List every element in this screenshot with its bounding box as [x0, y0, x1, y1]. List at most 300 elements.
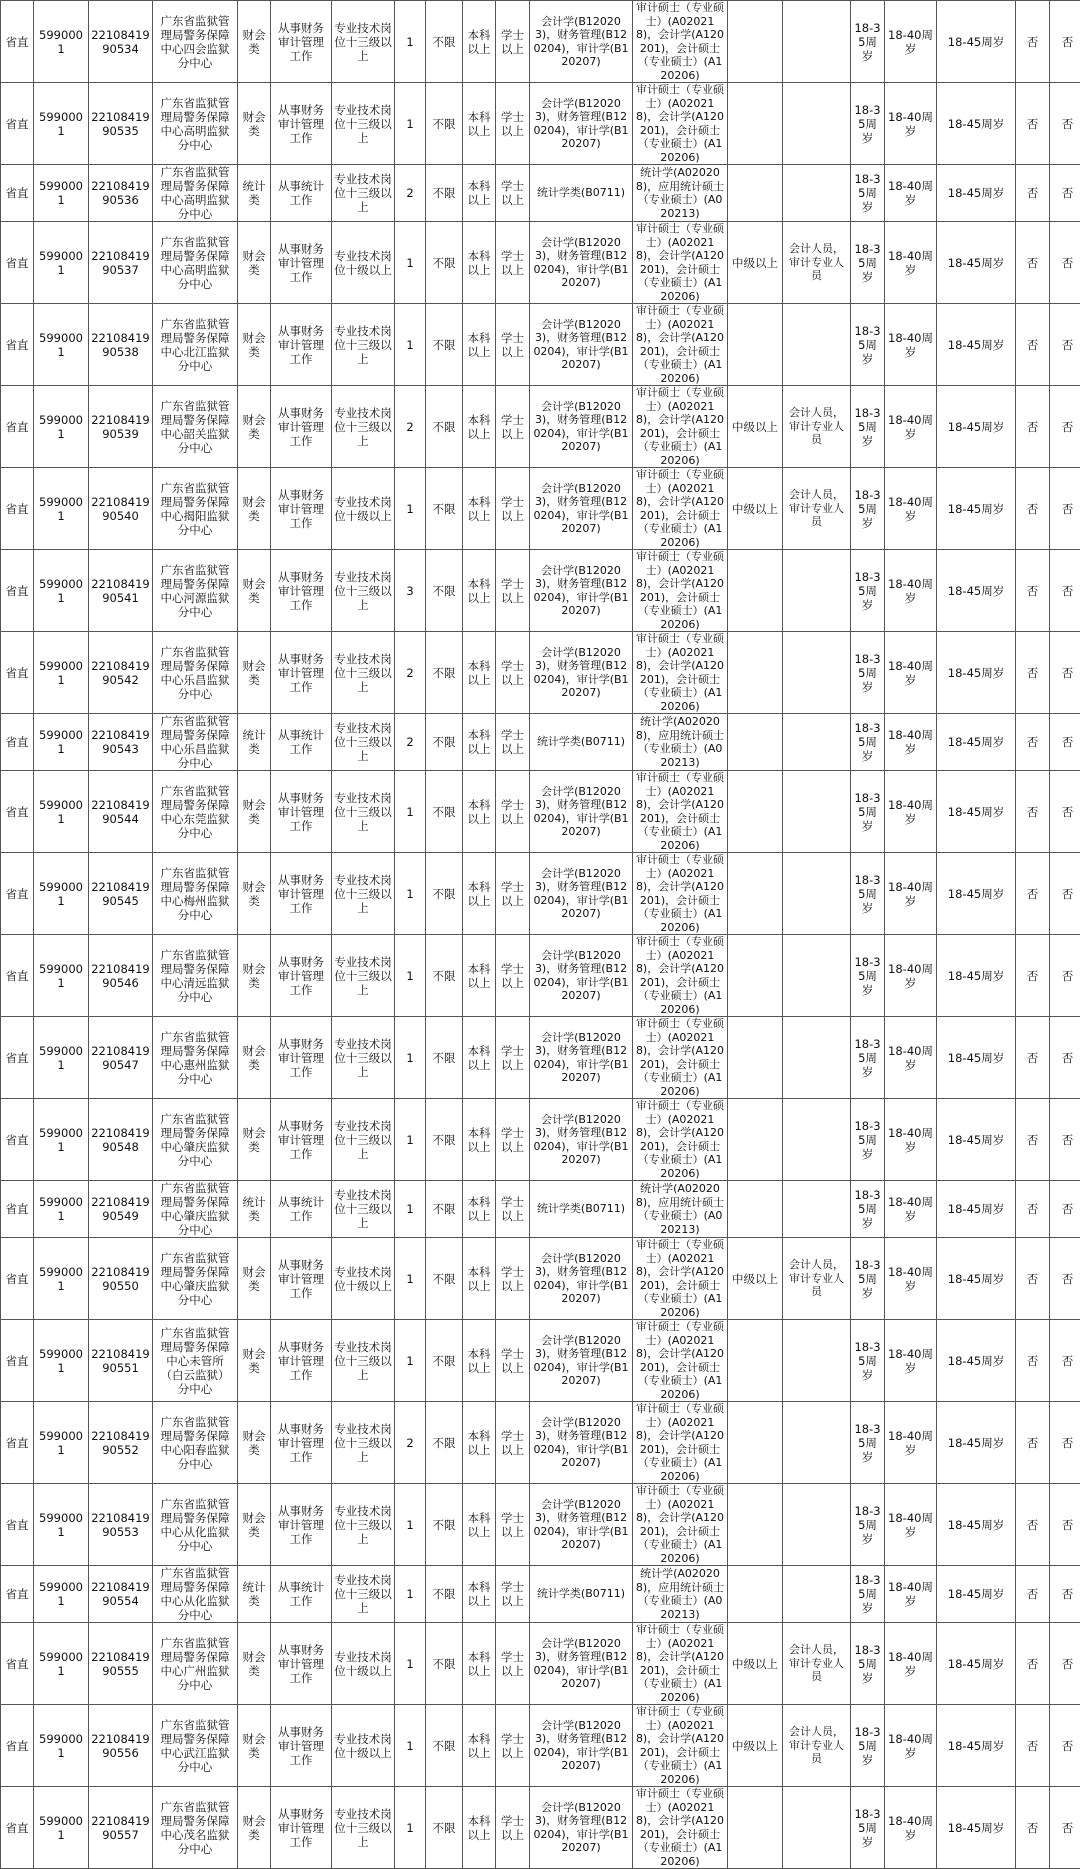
major-limit-cell: 不限: [426, 853, 463, 935]
flag-cell-2: 否: [1050, 1, 1080, 83]
undergrad-major-cell: 会计学(B120203)，财务管理(B120204)，审计学(B120207): [530, 83, 633, 165]
title-level-cell: [728, 1787, 783, 1869]
table-row: [1, 632, 1080, 714]
unit-name-cell: 广东省监狱管理局警务保障中心河源监狱分中心: [153, 550, 238, 632]
position-level-cell: 专业技术岗位十级以上: [332, 1238, 395, 1320]
education-cell: 本科以上: [463, 1623, 496, 1705]
flag-cell-2: 否: [1050, 714, 1080, 771]
flag-cell-1: 否: [1016, 1623, 1050, 1705]
position-code-cell: 2210841990551: [89, 1320, 153, 1402]
degree-cell: 学士以上: [496, 1320, 530, 1402]
job-desc-cell: 从事财务审计管理工作: [271, 468, 332, 550]
flag-cell-1: 否: [1016, 1320, 1050, 1402]
age-cell-3: 18-45周岁: [937, 222, 1016, 304]
title-level-cell: [728, 1320, 783, 1402]
age-cell-2: 18-40周岁: [885, 714, 937, 771]
flag-cell-1: 否: [1016, 1099, 1050, 1181]
title-level-cell: [728, 1484, 783, 1566]
grad-major-cell: 审计硕士（专业硕士）(A020218)，会计学(A120201)，会计硕士（专业硕士）(A120206): [633, 386, 728, 468]
category-cell: 统计类: [238, 714, 271, 771]
title-level-cell: 中级以上: [728, 1623, 783, 1705]
table-row: [1, 935, 1080, 1017]
unit-name-cell: 广东省监狱管理局警务保障中心从化监狱分中心: [153, 1566, 238, 1623]
major-limit-cell: 不限: [426, 1787, 463, 1869]
undergrad-major-cell: 会计学(B120203)，财务管理(B120204)，审计学(B120207): [530, 632, 633, 714]
dept-code-cell: 5990001: [34, 714, 89, 771]
major-limit-cell: 不限: [426, 165, 463, 222]
age-cell-2: 18-40周岁: [885, 771, 937, 853]
age-cell-1: 18-35周岁: [851, 1238, 885, 1320]
qualification-cell: [783, 165, 851, 222]
flag-cell-1: 否: [1016, 1787, 1050, 1869]
degree-cell: 学士以上: [496, 386, 530, 468]
qualification-cell: [783, 714, 851, 771]
qualification-cell: 会计人员，审计专业人员: [783, 1238, 851, 1320]
table-row: [1, 304, 1080, 386]
undergrad-major-cell: 会计学(B120203)，财务管理(B120204)，审计学(B120207): [530, 1320, 633, 1402]
major-limit-cell: 不限: [426, 222, 463, 304]
flag-cell-1: 否: [1016, 222, 1050, 304]
flag-cell-2: 否: [1050, 632, 1080, 714]
degree-cell: 学士以上: [496, 1705, 530, 1787]
grad-major-cell: 统计学(A020208)，应用统计硕士（专业硕士）(A020213): [633, 165, 728, 222]
job-desc-cell: 从事统计工作: [271, 1566, 332, 1623]
position-level-cell: 专业技术岗位十三级以上: [332, 386, 395, 468]
degree-cell: 学士以上: [496, 1, 530, 83]
table-row: [1, 1566, 1080, 1623]
age-cell-1: 18-35周岁: [851, 1320, 885, 1402]
degree-cell: 学士以上: [496, 222, 530, 304]
flag-cell-2: 否: [1050, 165, 1080, 222]
dept-code-cell: 5990001: [34, 1623, 89, 1705]
unit-name-cell: 广东省监狱管理局警务保障中心未管所（白云监狱）分中心: [153, 1320, 238, 1402]
table-row: [1, 222, 1080, 304]
major-limit-cell: 不限: [426, 935, 463, 1017]
dept-code-cell: 5990001: [34, 1787, 89, 1869]
age-cell-1: 18-35周岁: [851, 165, 885, 222]
region-cell: 省直: [1, 935, 34, 1017]
degree-cell: 学士以上: [496, 1181, 530, 1238]
unit-name-cell: 广东省监狱管理局警务保障中心韶关监狱分中心: [153, 386, 238, 468]
dept-code-cell: 5990001: [34, 83, 89, 165]
age-cell-1: 18-35周岁: [851, 1099, 885, 1181]
category-cell: 财会类: [238, 222, 271, 304]
region-cell: 省直: [1, 853, 34, 935]
grad-major-cell: 审计硕士（专业硕士）(A020218)，会计学(A120201)，会计硕士（专业硕士）(A120206): [633, 935, 728, 1017]
position-level-cell: 专业技术岗位十三级以上: [332, 165, 395, 222]
unit-name-cell: 广东省监狱管理局警务保障中心高明监狱分中心: [153, 165, 238, 222]
position-code-cell: 2210841990553: [89, 1484, 153, 1566]
qualification-cell: [783, 304, 851, 386]
position-code-cell: 2210841990547: [89, 1017, 153, 1099]
category-cell: 财会类: [238, 1099, 271, 1181]
region-cell: 省直: [1, 304, 34, 386]
table-row: [1, 165, 1080, 222]
major-limit-cell: 不限: [426, 1320, 463, 1402]
major-limit-cell: 不限: [426, 1402, 463, 1484]
category-cell: 统计类: [238, 1566, 271, 1623]
age-cell-1: 18-35周岁: [851, 386, 885, 468]
region-cell: 省直: [1, 632, 34, 714]
job-desc-cell: 从事财务审计管理工作: [271, 1238, 332, 1320]
qualification-cell: [783, 1787, 851, 1869]
category-cell: 财会类: [238, 1320, 271, 1402]
headcount-cell: 1: [395, 853, 426, 935]
position-code-cell: 2210841990539: [89, 386, 153, 468]
age-cell-1: 18-35周岁: [851, 1, 885, 83]
headcount-cell: 1: [395, 1017, 426, 1099]
age-cell-2: 18-40周岁: [885, 1320, 937, 1402]
table-row: [1, 1320, 1080, 1402]
headcount-cell: 2: [395, 165, 426, 222]
age-cell-2: 18-40周岁: [885, 83, 937, 165]
position-level-cell: 专业技术岗位十三级以上: [332, 1099, 395, 1181]
undergrad-major-cell: 会计学(B120203)，财务管理(B120204)，审计学(B120207): [530, 222, 633, 304]
education-cell: 本科以上: [463, 1238, 496, 1320]
headcount-cell: 1: [395, 1238, 426, 1320]
headcount-cell: 1: [395, 222, 426, 304]
flag-cell-1: 否: [1016, 853, 1050, 935]
position-code-cell: 2210841990555: [89, 1623, 153, 1705]
education-cell: 本科以上: [463, 222, 496, 304]
age-cell-1: 18-35周岁: [851, 771, 885, 853]
education-cell: 本科以上: [463, 632, 496, 714]
age-cell-3: 18-45周岁: [937, 1566, 1016, 1623]
table-row: [1, 1099, 1080, 1181]
degree-cell: 学士以上: [496, 550, 530, 632]
age-cell-2: 18-40周岁: [885, 1181, 937, 1238]
grad-major-cell: 审计硕士（专业硕士）(A020218)，会计学(A120201)，会计硕士（专业硕士）(A120206): [633, 1017, 728, 1099]
flag-cell-2: 否: [1050, 468, 1080, 550]
position-code-cell: 2210841990549: [89, 1181, 153, 1238]
table-row: [1, 1181, 1080, 1238]
region-cell: 省直: [1, 714, 34, 771]
age-cell-2: 18-40周岁: [885, 1566, 937, 1623]
headcount-cell: 2: [395, 1402, 426, 1484]
age-cell-1: 18-35周岁: [851, 1705, 885, 1787]
grad-major-cell: 审计硕士（专业硕士）(A020218)，会计学(A120201)，会计硕士（专业硕士）(A120206): [633, 468, 728, 550]
flag-cell-1: 否: [1016, 1181, 1050, 1238]
dept-code-cell: 5990001: [34, 632, 89, 714]
age-cell-1: 18-35周岁: [851, 1787, 885, 1869]
region-cell: 省直: [1, 1484, 34, 1566]
position-level-cell: 专业技术岗位十三级以上: [332, 1181, 395, 1238]
job-desc-cell: 从事财务审计管理工作: [271, 935, 332, 1017]
age-cell-1: 18-35周岁: [851, 83, 885, 165]
age-cell-3: 18-45周岁: [937, 83, 1016, 165]
unit-name-cell: 广东省监狱管理局警务保障中心肇庆监狱分中心: [153, 1238, 238, 1320]
headcount-cell: 1: [395, 468, 426, 550]
flag-cell-2: 否: [1050, 386, 1080, 468]
major-limit-cell: 不限: [426, 468, 463, 550]
education-cell: 本科以上: [463, 1181, 496, 1238]
region-cell: 省直: [1, 1099, 34, 1181]
degree-cell: 学士以上: [496, 1238, 530, 1320]
unit-name-cell: 广东省监狱管理局警务保障中心高明监狱分中心: [153, 222, 238, 304]
title-level-cell: [728, 1099, 783, 1181]
position-level-cell: 专业技术岗位十三级以上: [332, 550, 395, 632]
age-cell-2: 18-40周岁: [885, 1017, 937, 1099]
age-cell-3: 18-45周岁: [937, 386, 1016, 468]
degree-cell: 学士以上: [496, 1566, 530, 1623]
dept-code-cell: 5990001: [34, 1099, 89, 1181]
unit-name-cell: 广东省监狱管理局警务保障中心四会监狱分中心: [153, 1, 238, 83]
qualification-cell: 会计人员，审计专业人员: [783, 468, 851, 550]
dept-code-cell: 5990001: [34, 550, 89, 632]
grad-major-cell: 审计硕士（专业硕士）(A020218)，会计学(A120201)，会计硕士（专业硕士）(A120206): [633, 222, 728, 304]
title-level-cell: [728, 1181, 783, 1238]
unit-name-cell: 广东省监狱管理局警务保障中心肇庆监狱分中心: [153, 1181, 238, 1238]
table-row: [1, 468, 1080, 550]
region-cell: 省直: [1, 550, 34, 632]
education-cell: 本科以上: [463, 853, 496, 935]
age-cell-3: 18-45周岁: [937, 853, 1016, 935]
flag-cell-2: 否: [1050, 1705, 1080, 1787]
undergrad-major-cell: 会计学(B120203)，财务管理(B120204)，审计学(B120207): [530, 771, 633, 853]
age-cell-3: 18-45周岁: [937, 304, 1016, 386]
qualification-cell: [783, 550, 851, 632]
flag-cell-2: 否: [1050, 853, 1080, 935]
education-cell: 本科以上: [463, 1787, 496, 1869]
education-cell: 本科以上: [463, 1705, 496, 1787]
undergrad-major-cell: 统计学类(B0711): [530, 165, 633, 222]
degree-cell: 学士以上: [496, 1787, 530, 1869]
category-cell: 财会类: [238, 853, 271, 935]
age-cell-2: 18-40周岁: [885, 1623, 937, 1705]
age-cell-2: 18-40周岁: [885, 304, 937, 386]
age-cell-3: 18-45周岁: [937, 714, 1016, 771]
degree-cell: 学士以上: [496, 1623, 530, 1705]
table-row: [1, 550, 1080, 632]
dept-code-cell: 5990001: [34, 222, 89, 304]
flag-cell-1: 否: [1016, 468, 1050, 550]
grad-major-cell: 审计硕士（专业硕士）(A020218)，会计学(A120201)，会计硕士（专业硕士）(A120206): [633, 1402, 728, 1484]
table-row: [1, 714, 1080, 771]
table-row: [1, 386, 1080, 468]
region-cell: 省直: [1, 1320, 34, 1402]
age-cell-2: 18-40周岁: [885, 1238, 937, 1320]
unit-name-cell: 广东省监狱管理局警务保障中心武江监狱分中心: [153, 1705, 238, 1787]
flag-cell-1: 否: [1016, 1484, 1050, 1566]
qualification-cell: [783, 1099, 851, 1181]
major-limit-cell: 不限: [426, 771, 463, 853]
age-cell-2: 18-40周岁: [885, 468, 937, 550]
degree-cell: 学士以上: [496, 1402, 530, 1484]
position-code-cell: 2210841990538: [89, 304, 153, 386]
table-body: [1, 1, 1080, 1869]
education-cell: 本科以上: [463, 935, 496, 1017]
grad-major-cell: 审计硕士（专业硕士）(A020218)，会计学(A120201)，会计硕士（专业硕士）(A120206): [633, 1099, 728, 1181]
qualification-cell: [783, 1484, 851, 1566]
region-cell: 省直: [1, 771, 34, 853]
education-cell: 本科以上: [463, 771, 496, 853]
category-cell: 财会类: [238, 468, 271, 550]
undergrad-major-cell: 统计学类(B0711): [530, 1566, 633, 1623]
age-cell-3: 18-45周岁: [937, 1484, 1016, 1566]
age-cell-1: 18-35周岁: [851, 935, 885, 1017]
age-cell-3: 18-45周岁: [937, 1320, 1016, 1402]
age-cell-2: 18-40周岁: [885, 1402, 937, 1484]
flag-cell-1: 否: [1016, 550, 1050, 632]
qualification-cell: 会计人员，审计专业人员: [783, 1623, 851, 1705]
age-cell-2: 18-40周岁: [885, 550, 937, 632]
region-cell: 省直: [1, 165, 34, 222]
headcount-cell: 2: [395, 714, 426, 771]
unit-name-cell: 广东省监狱管理局警务保障中心惠州监狱分中心: [153, 1017, 238, 1099]
dept-code-cell: 5990001: [34, 1705, 89, 1787]
degree-cell: 学士以上: [496, 714, 530, 771]
job-desc-cell: 从事统计工作: [271, 1181, 332, 1238]
major-limit-cell: 不限: [426, 1623, 463, 1705]
undergrad-major-cell: 会计学(B120203)，财务管理(B120204)，审计学(B120207): [530, 1705, 633, 1787]
qualification-cell: [783, 853, 851, 935]
age-cell-3: 18-45周岁: [937, 1238, 1016, 1320]
education-cell: 本科以上: [463, 1, 496, 83]
major-limit-cell: 不限: [426, 1484, 463, 1566]
undergrad-major-cell: 统计学类(B0711): [530, 714, 633, 771]
category-cell: 财会类: [238, 1623, 271, 1705]
category-cell: 财会类: [238, 632, 271, 714]
category-cell: 财会类: [238, 771, 271, 853]
dept-code-cell: 5990001: [34, 853, 89, 935]
dept-code-cell: 5990001: [34, 386, 89, 468]
age-cell-3: 18-45周岁: [937, 632, 1016, 714]
degree-cell: 学士以上: [496, 165, 530, 222]
grad-major-cell: 审计硕士（专业硕士）(A020218)，会计学(A120201)，会计硕士（专业硕士）(A120206): [633, 550, 728, 632]
grad-major-cell: 审计硕士（专业硕士）(A020218)，会计学(A120201)，会计硕士（专业硕士）(A120206): [633, 304, 728, 386]
position-level-cell: 专业技术岗位十三级以上: [332, 935, 395, 1017]
job-desc-cell: 从事财务审计管理工作: [271, 1484, 332, 1566]
degree-cell: 学士以上: [496, 935, 530, 1017]
position-level-cell: 专业技术岗位十三级以上: [332, 1566, 395, 1623]
education-cell: 本科以上: [463, 1320, 496, 1402]
grad-major-cell: 审计硕士（专业硕士）(A020218)，会计学(A120201)，会计硕士（专业硕士）(A120206): [633, 1484, 728, 1566]
headcount-cell: 1: [395, 1787, 426, 1869]
qualification-cell: [783, 1402, 851, 1484]
table-row: [1, 83, 1080, 165]
table-row: [1, 1705, 1080, 1787]
headcount-cell: 1: [395, 1484, 426, 1566]
unit-name-cell: 广东省监狱管理局警务保障中心茂名监狱分中心: [153, 1787, 238, 1869]
job-desc-cell: 从事财务审计管理工作: [271, 632, 332, 714]
dept-code-cell: 5990001: [34, 468, 89, 550]
undergrad-major-cell: 会计学(B120203)，财务管理(B120204)，审计学(B120207): [530, 1017, 633, 1099]
flag-cell-1: 否: [1016, 386, 1050, 468]
region-cell: 省直: [1, 386, 34, 468]
category-cell: 财会类: [238, 1238, 271, 1320]
position-code-cell: 2210841990548: [89, 1099, 153, 1181]
undergrad-major-cell: 会计学(B120203)，财务管理(B120204)，审计学(B120207): [530, 468, 633, 550]
age-cell-1: 18-35周岁: [851, 222, 885, 304]
qualification-cell: [783, 935, 851, 1017]
category-cell: 财会类: [238, 304, 271, 386]
title-level-cell: 中级以上: [728, 1705, 783, 1787]
dept-code-cell: 5990001: [34, 1181, 89, 1238]
flag-cell-2: 否: [1050, 83, 1080, 165]
undergrad-major-cell: 会计学(B120203)，财务管理(B120204)，审计学(B120207): [530, 1402, 633, 1484]
flag-cell-2: 否: [1050, 1484, 1080, 1566]
undergrad-major-cell: 会计学(B120203)，财务管理(B120204)，审计学(B120207): [530, 935, 633, 1017]
category-cell: 财会类: [238, 1, 271, 83]
region-cell: 省直: [1, 1623, 34, 1705]
dept-code-cell: 5990001: [34, 1402, 89, 1484]
position-level-cell: 专业技术岗位十级以上: [332, 1705, 395, 1787]
education-cell: 本科以上: [463, 386, 496, 468]
job-desc-cell: 从事财务审计管理工作: [271, 1017, 332, 1099]
age-cell-3: 18-45周岁: [937, 1623, 1016, 1705]
headcount-cell: 1: [395, 935, 426, 1017]
category-cell: 财会类: [238, 550, 271, 632]
education-cell: 本科以上: [463, 165, 496, 222]
grad-major-cell: 审计硕士（专业硕士）(A020218)，会计学(A120201)，会计硕士（专业硕士）(A120206): [633, 771, 728, 853]
category-cell: 财会类: [238, 83, 271, 165]
position-level-cell: 专业技术岗位十三级以上: [332, 632, 395, 714]
table-row: [1, 1238, 1080, 1320]
dept-code-cell: 5990001: [34, 304, 89, 386]
undergrad-major-cell: 会计学(B120203)，财务管理(B120204)，审计学(B120207): [530, 1099, 633, 1181]
flag-cell-1: 否: [1016, 935, 1050, 1017]
unit-name-cell: 广东省监狱管理局警务保障中心广州监狱分中心: [153, 1623, 238, 1705]
position-code-cell: 2210841990546: [89, 935, 153, 1017]
dept-code-cell: 5990001: [34, 935, 89, 1017]
grad-major-cell: 审计硕士（专业硕士）(A020218)，会计学(A120201)，会计硕士（专业硕士）(A120206): [633, 83, 728, 165]
grad-major-cell: 审计硕士（专业硕士）(A020218)，会计学(A120201)，会计硕士（专业硕士）(A120206): [633, 1238, 728, 1320]
age-cell-1: 18-35周岁: [851, 1181, 885, 1238]
region-cell: 省直: [1, 1566, 34, 1623]
position-code-cell: 2210841990554: [89, 1566, 153, 1623]
undergrad-major-cell: 会计学(B120203)，财务管理(B120204)，审计学(B120207): [530, 1484, 633, 1566]
age-cell-2: 18-40周岁: [885, 853, 937, 935]
title-level-cell: 中级以上: [728, 1238, 783, 1320]
headcount-cell: 1: [395, 1705, 426, 1787]
major-limit-cell: 不限: [426, 83, 463, 165]
flag-cell-1: 否: [1016, 632, 1050, 714]
age-cell-3: 18-45周岁: [937, 1402, 1016, 1484]
flag-cell-1: 否: [1016, 1238, 1050, 1320]
job-desc-cell: 从事财务审计管理工作: [271, 1320, 332, 1402]
flag-cell-1: 否: [1016, 714, 1050, 771]
age-cell-2: 18-40周岁: [885, 1705, 937, 1787]
dept-code-cell: 5990001: [34, 771, 89, 853]
headcount-cell: 1: [395, 1181, 426, 1238]
title-level-cell: [728, 632, 783, 714]
grad-major-cell: 审计硕士（专业硕士）(A020218)，会计学(A120201)，会计硕士（专业硕士）(A120206): [633, 1623, 728, 1705]
job-desc-cell: 从事财务审计管理工作: [271, 304, 332, 386]
job-desc-cell: 从事统计工作: [271, 165, 332, 222]
flag-cell-1: 否: [1016, 1017, 1050, 1099]
title-level-cell: [728, 304, 783, 386]
region-cell: 省直: [1, 1787, 34, 1869]
position-code-cell: 2210841990545: [89, 853, 153, 935]
job-desc-cell: 从事财务审计管理工作: [271, 1402, 332, 1484]
job-desc-cell: 从事财务审计管理工作: [271, 1099, 332, 1181]
region-cell: 省直: [1, 1705, 34, 1787]
position-level-cell: 专业技术岗位十三级以上: [332, 714, 395, 771]
age-cell-2: 18-40周岁: [885, 632, 937, 714]
position-code-cell: 2210841990535: [89, 83, 153, 165]
table-row: [1, 1787, 1080, 1869]
age-cell-2: 18-40周岁: [885, 935, 937, 1017]
headcount-cell: 3: [395, 550, 426, 632]
dept-code-cell: 5990001: [34, 1017, 89, 1099]
age-cell-2: 18-40周岁: [885, 386, 937, 468]
position-level-cell: 专业技术岗位十三级以上: [332, 1017, 395, 1099]
region-cell: 省直: [1, 1402, 34, 1484]
grad-major-cell: 审计硕士（专业硕士）(A020218)，会计学(A120201)，会计硕士（专业硕士）(A120206): [633, 1320, 728, 1402]
age-cell-1: 18-35周岁: [851, 550, 885, 632]
position-code-cell: 2210841990540: [89, 468, 153, 550]
major-limit-cell: 不限: [426, 1566, 463, 1623]
